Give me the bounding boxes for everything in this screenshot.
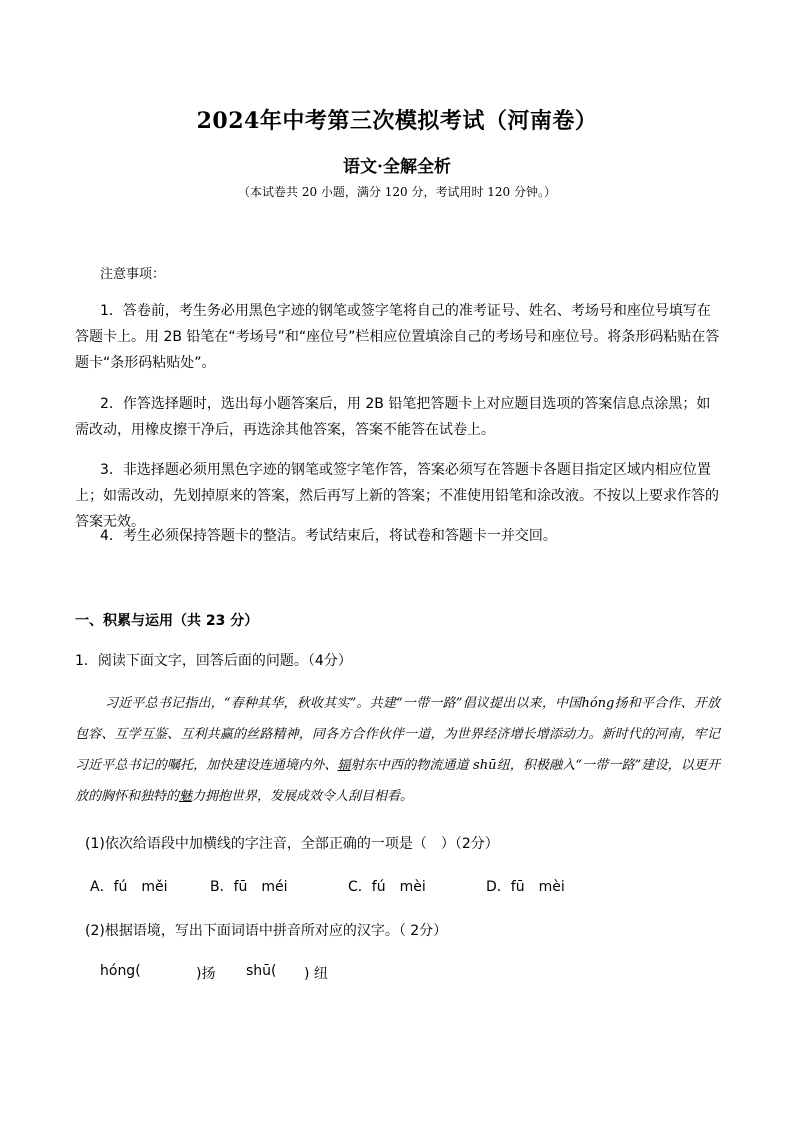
passage-text: 习近平总书记指出，“春种其华，秋收其实”。共建“一带一路”倡议提 — [105, 696, 503, 711]
choice-list — [90, 876, 710, 902]
notice-item-3: 3．非选择题必须用黑色字迹的钢笔或签字笔作答，答案必须写在答题卡各题目指定区域内相应位置上；如需改动，先划掉原来的答案，然后再写上新的答案；不准使用铅笔和涂改液。不按以上要求作答的答案无效。 — [75, 462, 719, 530]
question-1-prompt: 1．阅读下面文字，回答后面的问题。（4分） — [75, 653, 352, 669]
choice-d[interactable]: D．fū mèi — [486, 879, 565, 895]
page-subtitle: 语文·全解全析 — [343, 157, 451, 177]
notice-item-2: 2．作答选择题时，选出每小题答案后，用 2B 铅笔把答题卡上对应题目选项的答案信息点涂黑；如需改动，用橡皮擦干净后，再选涂其他答案，答案不能答在试卷上。 — [75, 396, 711, 438]
underlined-char-2: 魅 — [179, 789, 193, 804]
sub-question-2: (2)根据语境，写出下面词语中拼音所对应的汉字。（ 2分） — [85, 923, 448, 939]
passage-text: 力拥抱世界，发展成效令人刮目相看。 — [192, 789, 414, 804]
fill-1-prefix: hóng( — [100, 963, 141, 979]
fill-1-suffix: )扬 — [196, 966, 216, 982]
notice-item-1: 1．答卷前，考生务必用黑色字迹的钢笔或签字笔将自己的准考证号、姓名、考场号和座位号填写在答题卡上。用 2B 铅笔在“考场号”和“座位号”栏相应位置填涂自己的考场号和座位号。将条形码粘贴在答题卡“条形码粘贴处”。 — [75, 303, 720, 371]
passage-text: 出以来，中国hóng扬和平合作、开放包容、互学互鉴、互利共赢的丝路精 — [75, 696, 720, 742]
fill-in-blanks — [100, 963, 400, 989]
choice-c[interactable]: C．fú mèi — [348, 879, 426, 895]
choice-b[interactable]: B．fū méi — [210, 879, 288, 895]
reading-passage — [75, 688, 720, 812]
page-title: 2024年中考第三次模拟考试（河南卷） — [196, 108, 598, 134]
notice-heading: 注意事项： — [100, 267, 166, 282]
section-heading: 一、积累与运用（共 23 分） — [75, 613, 259, 629]
fill-2-suffix: ) 纽 — [304, 966, 328, 982]
passage-text: 射东中西的物流通道 shū纽，积极融入“一带一路”建设，以更开放的胸怀和独特的 — [75, 758, 720, 804]
notice-item-4: 4．考生必须保持答题卡的整洁。考试结束后，将试卷和答题卡一并交回。 — [100, 528, 557, 544]
choice-a[interactable]: A．fú měi — [90, 879, 168, 895]
sub-question-1: (1)依次给语段中加横线的字注音，全部正确的一项是（ ）（2分） — [85, 836, 499, 852]
passage-text: 神，同各方合作伙伴一道，为世界经济增长增添动力。新时代的河南，牢 — [285, 727, 707, 742]
exam-info: （本试卷共 20 小题，满分 120 分，考试用时 120 分钟。） — [238, 185, 556, 199]
underlined-char-1: 辐 — [337, 758, 351, 773]
passage-text: 记习近平总书记的嘱托，加快建设连通境内外、 — [75, 727, 720, 773]
fill-2-prefix: shū( — [246, 963, 277, 979]
